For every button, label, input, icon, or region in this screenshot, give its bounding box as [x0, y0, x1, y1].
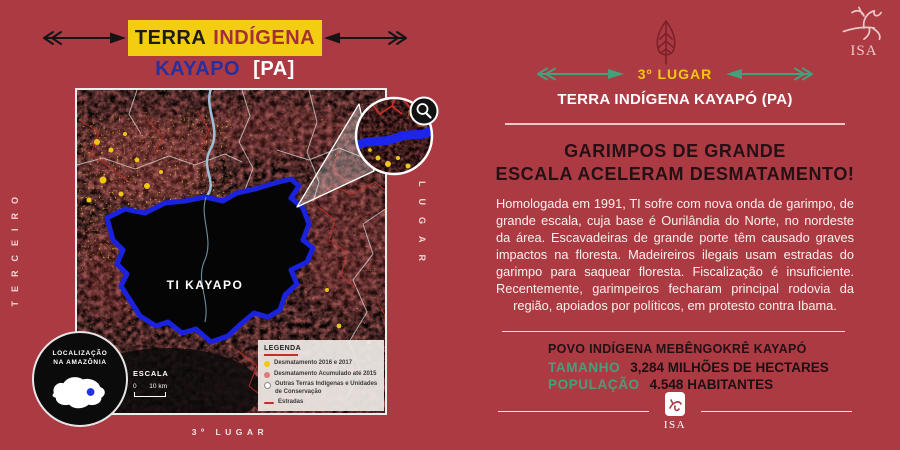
green-arrow-left-icon — [536, 67, 624, 81]
stat-size — [548, 360, 829, 375]
stat-population-value: 4.548 HABITANTES — [649, 377, 774, 392]
green-arrow-right-icon — [726, 67, 814, 81]
isa-logo-top-text: ISA — [850, 43, 878, 59]
footer-divider-left — [498, 411, 649, 412]
isa-figure-icon — [838, 4, 890, 40]
bottom-rank-text: 3º LUGAR — [191, 427, 269, 437]
headline-line1: GARIMPOS DE GRANDE — [564, 141, 786, 161]
side-text-terceiro: TERCEIRO — [10, 188, 20, 307]
legend-swatch-yellow-dot — [264, 361, 270, 367]
isa-badge-icon — [663, 392, 687, 418]
isa-logo-top — [834, 4, 894, 60]
title-terra: TERRA — [134, 26, 207, 49]
isa-logo-bottom-text: ISA — [663, 419, 687, 431]
scale-bar — [134, 392, 166, 397]
stat-population-label: POPULAÇÃO — [548, 377, 640, 392]
stat-size-value: 3,284 MILHÕES DE HECTARES — [630, 360, 829, 375]
legend-swatch-white-ring — [264, 382, 271, 389]
divider — [502, 331, 845, 332]
people-title: POVO INDÍGENA MEBÊNGOKRÊ KAYAPÓ — [548, 342, 807, 356]
legend-item: Estradas — [264, 399, 378, 407]
divider — [505, 123, 845, 125]
stat-size-label: TAMANHO — [548, 360, 621, 375]
headline-line2: ESCALA ACELERAM DESMATAMENTO! — [495, 164, 855, 184]
scale-title: ESCALA — [133, 369, 169, 378]
map-legend — [258, 340, 384, 411]
scale-end: 10 km — [149, 383, 167, 390]
feather-arrow-left-icon — [42, 30, 126, 46]
rank-row — [450, 66, 900, 82]
amazon-silhouette-icon — [48, 371, 110, 411]
location-dot — [87, 388, 95, 396]
stat-population — [548, 377, 829, 392]
amazon-locator-inset — [32, 331, 128, 427]
map-scale — [133, 369, 181, 397]
legend-item: Outras Terras Indígenas e Unidades de Conservação — [264, 381, 378, 396]
legend-swatch-red-line — [264, 402, 274, 404]
footer — [498, 392, 852, 431]
side-text-lugar: LUGAR — [417, 181, 427, 273]
legend-item: Desmatamento 2016 e 2017 — [264, 360, 378, 368]
inset-line2: NA AMAZÔNIA — [53, 358, 107, 366]
footer-divider-right — [701, 411, 852, 412]
scale-start: 0 — [133, 383, 137, 390]
legend-underline — [264, 354, 298, 356]
inset-line1: LOCALIZAÇÃO — [52, 350, 108, 357]
title-kayapo-row — [75, 58, 375, 81]
stats-block — [548, 342, 829, 392]
isa-logo-bottom — [663, 392, 687, 431]
title-banner — [128, 20, 322, 56]
headline — [450, 140, 900, 186]
title-indigena: INDÍGENA — [213, 26, 316, 49]
magnifier-icon — [411, 98, 438, 125]
leaf-icon — [651, 20, 681, 71]
body-text: Homologada em 1991, TI sofre com nova onda de garimpo, de grande escala, cuja base é Ourilândia do Norte, no nordeste da área. Escavadeiras de grande porte têm causado graves impactos na floresta. Madeireiros ilegais usam estradas do garimpo para saquear floresta. Fiscalização é insuficiente. Recentemente, garimpeiros fecharam principal rodovia da região, apoiados por políticos, em protesto contra Ibama. — [496, 196, 854, 313]
territory-label: TI KAYAPO — [166, 278, 244, 292]
territory-subtitle: TERRA INDÍGENA KAYAPÓ (PA) — [557, 91, 793, 108]
feather-arrow-right-icon — [324, 30, 408, 46]
title-kayapo: KAYAPO — [155, 58, 241, 80]
legend-item: Desmatamento Acumulado até 2015 — [264, 371, 378, 379]
legend-title: LEGENDA — [264, 345, 302, 352]
title-uf: [PA] — [253, 58, 295, 80]
legend-swatch-rose-dot — [264, 372, 270, 378]
rank-label: 3º LUGAR — [637, 66, 713, 82]
right-panel — [450, 0, 900, 450]
